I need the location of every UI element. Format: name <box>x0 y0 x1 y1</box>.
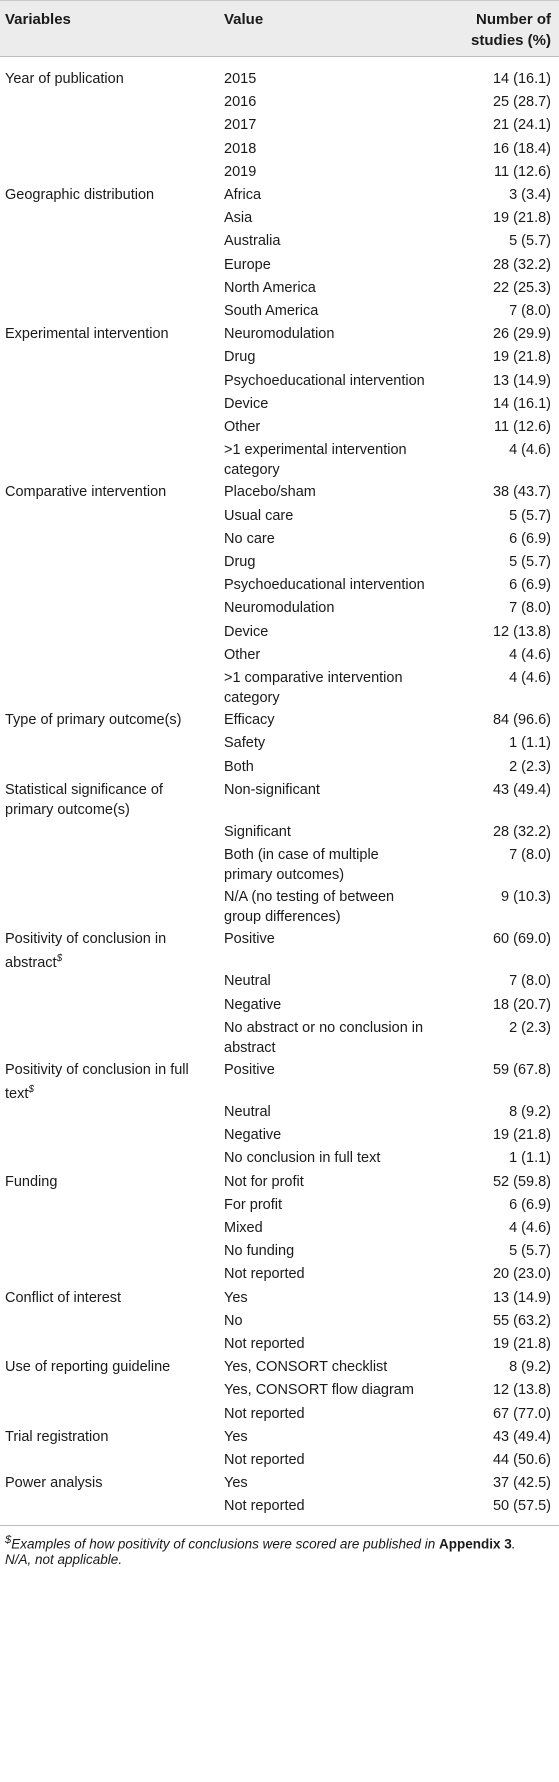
value-cell-line: No care <box>224 530 275 547</box>
variable-label-line: Comparative intervention <box>5 484 167 501</box>
value-cell-line: 2016 <box>224 94 257 111</box>
value-cell <box>224 1148 380 1168</box>
value-cell <box>224 887 394 927</box>
table-bottom-rule <box>0 1525 559 1526</box>
value-cell <box>224 255 271 275</box>
value-cell <box>224 552 255 572</box>
value-cell-line: Mixed <box>224 1220 263 1236</box>
value-cell <box>224 394 268 414</box>
value-cell <box>224 371 425 391</box>
count-cell: 7 (8.0) <box>509 600 551 617</box>
value-cell-line: 2019 <box>224 163 257 180</box>
variable-label <box>5 710 181 730</box>
count-cell: 11 (12.6) <box>494 419 551 435</box>
count-cell: 55 (63.2) <box>492 1312 551 1329</box>
header-value: Value <box>224 11 264 28</box>
value-cell-line: Neuromodulation <box>224 326 335 343</box>
value-cell-line: Psychoeducational intervention <box>224 372 425 389</box>
count-cell: 3 (3.4) <box>509 187 551 203</box>
value-cell <box>224 231 280 251</box>
value-cell <box>224 301 318 321</box>
count-cell: 6 (6.9) <box>509 530 551 547</box>
footnote-period: . <box>511 1536 516 1552</box>
value-cell <box>224 995 281 1015</box>
count-cell: 19 (21.8) <box>492 349 551 366</box>
value-cell <box>224 1218 263 1238</box>
count-cell: 6 (6.9) <box>509 577 551 594</box>
footnote-marker: $ <box>28 1084 34 1095</box>
count-cell: 8 (9.2) <box>509 1359 551 1376</box>
value-cell-line: group differences) <box>224 909 341 926</box>
value-cell <box>224 1172 304 1192</box>
value-cell <box>224 162 256 182</box>
value-cell <box>224 278 316 298</box>
variable-label <box>5 1473 103 1493</box>
variable-label <box>5 69 124 89</box>
value-cell <box>224 1018 423 1058</box>
count-cell: 4 (4.6) <box>509 1220 551 1236</box>
value-cell-line: Yes, CONSORT checklist <box>224 1359 388 1376</box>
count-cell: 2 (2.3) <box>509 758 551 775</box>
value-cell <box>224 69 256 89</box>
value-cell <box>224 417 260 437</box>
value-cell-line: North America <box>224 279 316 296</box>
count-cell: 6 (6.9) <box>509 1196 551 1213</box>
value-cell-line: No funding <box>224 1243 295 1260</box>
count-cell: 67 (77.0) <box>492 1405 551 1422</box>
count-cell: 5 (5.7) <box>509 554 551 570</box>
count-cell: 13 (14.9) <box>492 1289 551 1306</box>
variable-label-line: Type of primary outcome(s) <box>5 712 182 729</box>
value-cell-line: Yes <box>224 1428 248 1445</box>
value-cell-line: >1 experimental intervention <box>224 442 407 459</box>
value-cell <box>224 710 275 730</box>
value-cell-line: Australia <box>224 233 281 250</box>
value-cell <box>224 324 334 344</box>
value-cell-line: Not reported <box>224 1452 305 1468</box>
value-cell <box>224 440 407 480</box>
value-cell <box>224 822 291 842</box>
value-cell-line: Device <box>224 395 269 412</box>
value-cell-line: 2017 <box>224 117 257 134</box>
footnote-appendix-ref: Appendix 3 <box>438 1536 512 1552</box>
value-cell-line: No conclusion in full text <box>224 1150 381 1167</box>
count-cell: 28 (32.2) <box>492 256 551 273</box>
count-cell: 9 (10.3) <box>501 889 551 906</box>
count-cell: 5 (5.7) <box>509 233 551 250</box>
value-cell <box>224 1264 305 1284</box>
value-cell <box>224 645 260 665</box>
count-cell: 84 (96.6) <box>492 712 551 729</box>
value-cell <box>224 347 255 367</box>
value-cell-line: primary outcomes) <box>224 867 345 883</box>
variable-label <box>5 1357 170 1377</box>
count-cell: 19 (21.8) <box>492 1127 551 1144</box>
value-cell <box>224 1195 282 1215</box>
count-cell: 11 (12.6) <box>494 163 551 180</box>
count-cell: 20 (23.0) <box>492 1266 551 1283</box>
value-cell <box>224 482 316 502</box>
variable-label-line: Power analysis <box>5 1475 103 1492</box>
value-cell-line: Drug <box>224 554 256 570</box>
value-cell <box>224 1427 248 1447</box>
value-cell-line: 2018 <box>224 140 257 157</box>
value-cell <box>224 1496 305 1516</box>
count-cell: 44 (50.6) <box>492 1452 551 1468</box>
count-cell: 12 (13.8) <box>492 623 551 640</box>
count-cell: 38 (43.7) <box>492 484 551 501</box>
variable-label-line: Funding <box>5 1173 58 1190</box>
value-cell-line: Both (in case of multiple <box>224 847 379 863</box>
variable-label-line: Conflict of interest <box>5 1289 122 1306</box>
variable-label-line: Experimental intervention <box>5 326 169 343</box>
value-cell-line: South America <box>224 303 319 319</box>
count-cell: 4 (4.6) <box>509 670 551 686</box>
count-cell: 43 (49.4) <box>492 781 551 798</box>
count-cell: 37 (42.5) <box>492 1475 551 1492</box>
value-cell <box>224 1311 243 1331</box>
value-cell-line: Safety <box>224 735 266 752</box>
value-cell-line: Asia <box>224 210 253 227</box>
footnote-text: Examples of how positivity of conclusions were scored are published in <box>11 1536 439 1552</box>
count-cell: 25 (28.7) <box>492 94 551 111</box>
value-cell <box>224 668 403 708</box>
variable-label <box>5 482 166 502</box>
count-cell: 7 (8.0) <box>509 847 551 863</box>
count-cell: 28 (32.2) <box>492 823 551 840</box>
variable-label-line: Use of reporting guideline <box>5 1359 171 1376</box>
variable-label <box>5 1288 121 1308</box>
value-cell <box>224 92 256 112</box>
count-cell: 26 (29.9) <box>492 326 551 343</box>
value-cell <box>224 971 271 991</box>
value-cell <box>224 1125 281 1145</box>
value-cell <box>224 208 252 228</box>
count-cell: 60 (69.0) <box>492 931 551 948</box>
count-cell: 52 (59.8) <box>492 1173 551 1190</box>
value-cell <box>224 1288 248 1308</box>
count-cell: 50 (57.5) <box>492 1498 551 1515</box>
count-cell: 1 (1.1) <box>509 735 551 752</box>
count-cell: 14 (16.1) <box>492 395 551 412</box>
value-cell-line: Negative <box>224 1127 282 1144</box>
variable-label <box>5 1060 189 1104</box>
header-number-line2: studies (%) <box>470 32 551 49</box>
value-cell <box>224 1380 414 1400</box>
count-cell: 13 (14.9) <box>492 372 551 389</box>
value-cell <box>224 1450 305 1470</box>
value-cell-line: Both <box>224 758 254 775</box>
value-cell-line: Neutral <box>224 1104 271 1120</box>
variable-label-line: Year of publication <box>5 71 124 87</box>
value-cell-line: Yes, CONSORT flow diagram <box>224 1382 414 1399</box>
value-cell-line: Neuromodulation <box>224 600 335 617</box>
variable-label-line: text$ <box>5 1084 34 1102</box>
value-cell-line: Neutral <box>224 973 271 990</box>
count-cell: 16 (18.4) <box>492 140 551 157</box>
count-cell: 14 (16.1) <box>492 71 551 87</box>
value-cell <box>224 845 379 885</box>
footnote-marker: $ <box>56 953 63 965</box>
value-cell <box>224 529 275 549</box>
count-cell: 1 (1.1) <box>509 1150 551 1167</box>
variable-label <box>5 780 163 820</box>
count-cell: 19 (21.8) <box>492 1336 551 1352</box>
value-cell <box>224 1060 275 1080</box>
variable-label-line: abstract$ <box>5 953 63 972</box>
value-cell-line: For profit <box>224 1196 283 1213</box>
value-cell <box>224 733 265 753</box>
count-cell: 4 (4.6) <box>509 646 551 663</box>
value-cell-line: Not for profit <box>224 1173 304 1190</box>
value-cell-line: Yes <box>224 1289 248 1306</box>
value-cell <box>224 139 256 159</box>
value-cell <box>224 598 334 618</box>
value-cell-line: Drug <box>224 349 256 366</box>
count-cell: 8 (9.2) <box>509 1104 551 1120</box>
value-cell-line: Usual care <box>224 507 294 524</box>
value-cell-line: Not reported <box>224 1336 305 1352</box>
count-cell: 43 (49.4) <box>492 1428 551 1445</box>
header-number-line1: Number of <box>476 11 551 28</box>
value-cell-line: No <box>224 1312 243 1329</box>
value-cell-line: Other <box>224 646 261 663</box>
value-cell-line: N/A (no testing of between <box>224 889 395 906</box>
value-cell-line: Positive <box>224 1062 275 1078</box>
value-cell <box>224 1102 271 1122</box>
value-cell <box>224 1404 305 1424</box>
footnote-marker: $ <box>5 1533 12 1546</box>
value-cell-line: Placebo/sham <box>224 484 316 501</box>
value-cell-line: Yes <box>224 1475 248 1492</box>
value-cell-line: Not reported <box>224 1405 305 1422</box>
value-cell-line: category <box>224 690 280 706</box>
value-cell-line: Significant <box>224 823 291 840</box>
value-cell-line: Europe <box>224 256 271 273</box>
count-cell: 19 (21.8) <box>492 210 551 227</box>
table-header <box>0 0 559 57</box>
variable-label-line: Statistical significance of <box>5 781 163 798</box>
value-cell-line: No abstract or no conclusion in <box>224 1019 424 1036</box>
value-cell <box>224 575 425 595</box>
count-cell: 5 (5.7) <box>509 507 551 524</box>
count-cell: 5 (5.7) <box>509 1243 551 1260</box>
variable-label-line: primary outcome(s) <box>5 801 130 818</box>
value-cell-line: Africa <box>224 187 262 203</box>
value-cell-line: Not reported <box>224 1498 305 1515</box>
value-cell <box>224 115 256 135</box>
value-cell <box>224 1473 248 1493</box>
variable-label <box>5 185 154 205</box>
value-cell <box>224 929 275 949</box>
value-cell-line: Device <box>224 623 269 640</box>
value-cell <box>224 1241 294 1261</box>
count-cell: 21 (24.1) <box>492 117 551 134</box>
variable-label-line: Geographic distribution <box>5 187 155 203</box>
count-cell: 12 (13.8) <box>492 1382 551 1399</box>
value-cell <box>224 185 261 205</box>
variable-label-line: Trial registration <box>5 1428 109 1445</box>
value-cell <box>224 757 254 777</box>
count-cell: 7 (8.0) <box>509 303 551 319</box>
count-cell: 59 (67.8) <box>492 1062 551 1078</box>
value-cell <box>224 1334 305 1354</box>
variable-label <box>5 929 166 973</box>
variable-label-line: Positivity of conclusion in full <box>5 1062 189 1078</box>
count-cell: 22 (25.3) <box>492 279 551 296</box>
value-cell-line: Other <box>224 419 261 435</box>
variable-label-line: Positivity of conclusion in <box>5 931 167 948</box>
value-cell-line: 2015 <box>224 71 257 87</box>
footnote-line-2: N/A, not applicable. <box>5 1551 123 1567</box>
value-cell <box>224 622 268 642</box>
count-cell: 2 (2.3) <box>509 1019 551 1036</box>
count-cell: 4 (4.6) <box>509 442 551 459</box>
variable-label <box>5 1427 108 1447</box>
value-cell-line: Positive <box>224 931 275 948</box>
count-cell: 7 (8.0) <box>509 973 551 990</box>
value-cell-line: category <box>224 462 280 479</box>
value-cell-line: Psychoeducational intervention <box>224 577 425 594</box>
variable-label <box>5 1172 57 1192</box>
value-cell <box>224 506 293 526</box>
value-cell-line: Not reported <box>224 1266 305 1283</box>
variable-label <box>5 324 169 344</box>
value-cell-line: Negative <box>224 996 282 1013</box>
value-cell-line: abstract <box>224 1039 276 1056</box>
count-cell: 18 (20.7) <box>492 996 551 1013</box>
value-cell-line: >1 comparative intervention <box>224 670 403 686</box>
value-cell-line: Non-significant <box>224 781 320 798</box>
value-cell <box>224 780 320 800</box>
value-cell <box>224 1357 387 1377</box>
header-variables: Variables <box>5 11 71 28</box>
value-cell-line: Efficacy <box>224 712 275 729</box>
